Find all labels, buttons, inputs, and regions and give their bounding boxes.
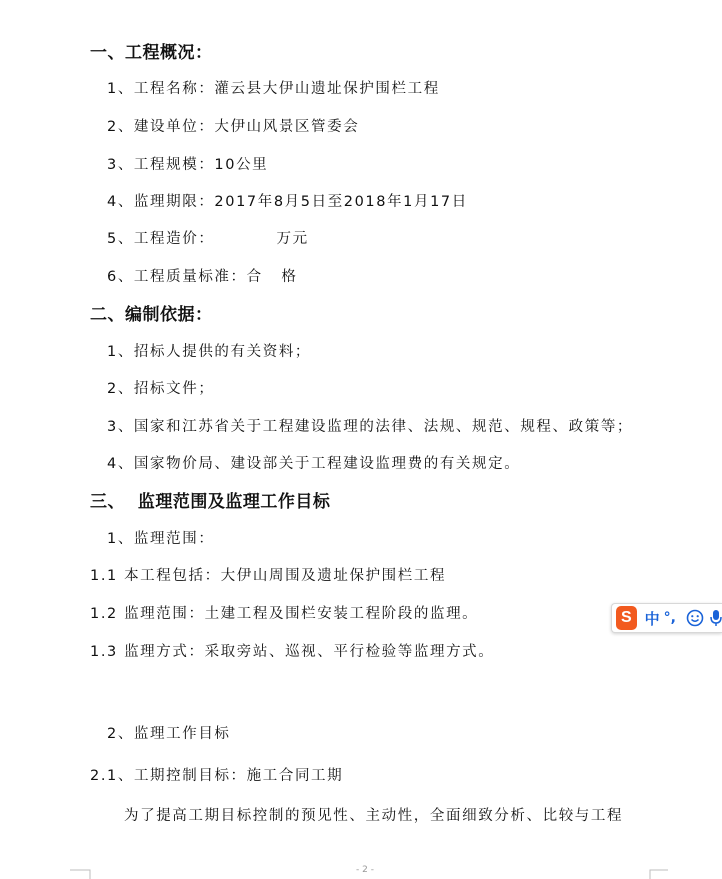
- list-item: 3、国家和江苏省关于工程建设监理的法律、法规、规范、规程、政策等；: [107, 419, 634, 435]
- ime-mode-toggle[interactable]: 中: [644, 609, 660, 628]
- list-item: 2、建设单位：大伊山风景区管委会: [107, 119, 360, 135]
- body-paragraph: 为了提高工期目标控制的预见性、主动性，全面细致分析、比较与工程: [124, 808, 624, 824]
- section-heading-overview: 一、工程概况：: [90, 43, 213, 63]
- page-number: - 2 -: [356, 865, 374, 875]
- list-item: 1.3 监理方式：采取旁站、巡视、平行检验等监理方式。: [90, 644, 495, 660]
- list-item: 1.2 监理范围：土建工程及围栏安装工程阶段的监理。: [90, 606, 479, 622]
- list-item: 3、工程规模：10公里: [107, 157, 269, 173]
- subsection-title-scope: 1、监理范围：: [107, 531, 215, 547]
- list-item: 5、工程造价： 万元: [107, 231, 309, 247]
- list-item: 1.1 本工程包括：大伊山周围及遗址保护围栏工程: [90, 568, 447, 584]
- subsection-title-goals: 2、监理工作目标: [107, 726, 231, 742]
- list-item: 6、工程质量标准：合 格: [107, 269, 298, 285]
- list-item: 4、国家物价局、建设部关于工程建设监理费的有关规定。: [107, 456, 521, 472]
- list-item: 2.1、工期控制目标：施工合同工期: [90, 768, 344, 784]
- ime-punctuation-toggle[interactable]: °,: [663, 610, 676, 626]
- ime-toolbar[interactable]: [611, 603, 722, 633]
- list-item: 1、招标人提供的有关资料；: [107, 344, 312, 360]
- list-item: 1、工程名称：灌云县大伊山遗址保护围栏工程: [107, 81, 440, 97]
- smiley-icon[interactable]: [686, 609, 704, 627]
- section-heading-basis: 二、编制依据：: [90, 305, 213, 325]
- list-item: 2、招标文件；: [107, 381, 215, 397]
- section-heading-scope: 三、 监理范围及监理工作目标: [90, 492, 331, 512]
- microphone-icon[interactable]: [710, 609, 722, 627]
- list-item: 4、监理期限：2017年8月5日至2018年1月17日: [107, 194, 468, 210]
- sogou-logo-icon[interactable]: S: [616, 606, 637, 630]
